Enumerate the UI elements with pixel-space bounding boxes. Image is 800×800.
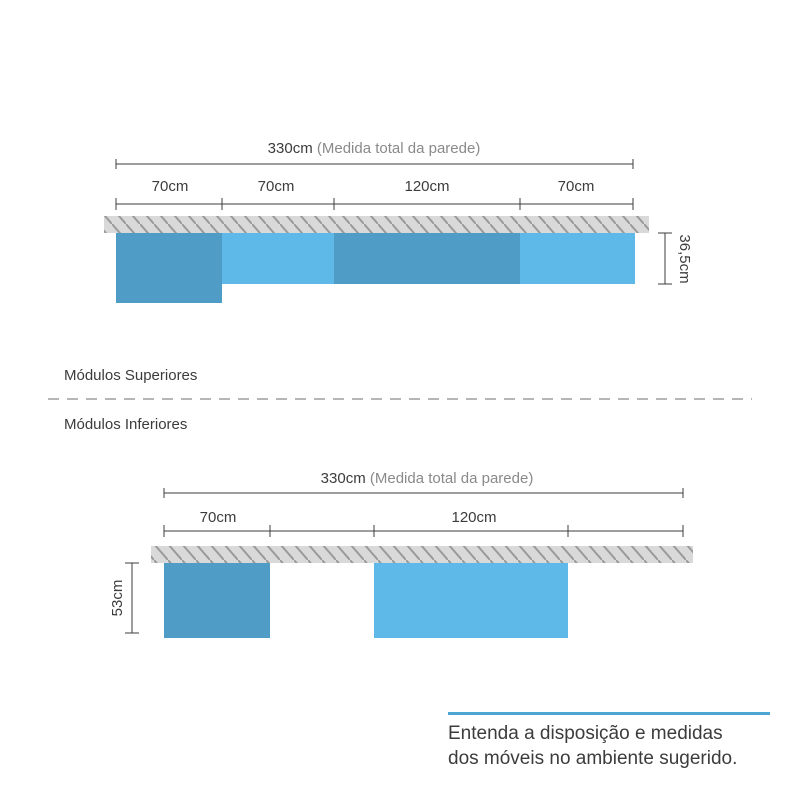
upper-segment-label-3: 120cm [404, 178, 450, 195]
lower-height-label: 53cm [109, 579, 126, 617]
lower-total-label [321, 470, 534, 487]
lower-section-label: Módulos Inferiores [64, 416, 188, 433]
lower-segment-label-1: 70cm [199, 509, 237, 526]
upper-module-2 [222, 233, 334, 284]
caption-line-2: dos móveis no ambiente sugerido. [448, 748, 738, 769]
lower-segment-dimension [164, 525, 683, 537]
lower-total-note: (Medida total da parede) [369, 470, 534, 487]
upper-segment-label-4: 70cm [557, 178, 595, 195]
lower-total-dimension [164, 488, 683, 498]
upper-total-value: 330cm [267, 140, 313, 157]
upper-module-4 [520, 233, 635, 284]
lower-module-2 [374, 563, 568, 638]
caption [448, 712, 770, 771]
upper-segment-dimension [116, 198, 633, 210]
lower-module-1 [164, 563, 270, 638]
lower-segment-label-3: 120cm [451, 509, 497, 526]
upper-section-label: Módulos Superiores [64, 367, 198, 384]
upper-segment-label-1: 70cm [151, 178, 189, 195]
upper-module-1 [116, 233, 222, 303]
upper-total-note: (Medida total da parede) [316, 140, 481, 157]
lower-height-dimension [125, 563, 139, 633]
caption-line-1: Entenda a disposição e medidas [448, 723, 723, 744]
upper-height-label: 36,5cm [676, 234, 693, 284]
upper-segment-label-2: 70cm [257, 178, 295, 195]
upper-total-dimension [116, 159, 633, 169]
lower-wall [151, 546, 693, 563]
upper-wall [104, 216, 649, 233]
upper-module-3 [334, 233, 520, 284]
upper-height-dimension [658, 233, 672, 284]
lower-total-value: 330cm [320, 470, 366, 487]
upper-total-label [268, 140, 481, 157]
